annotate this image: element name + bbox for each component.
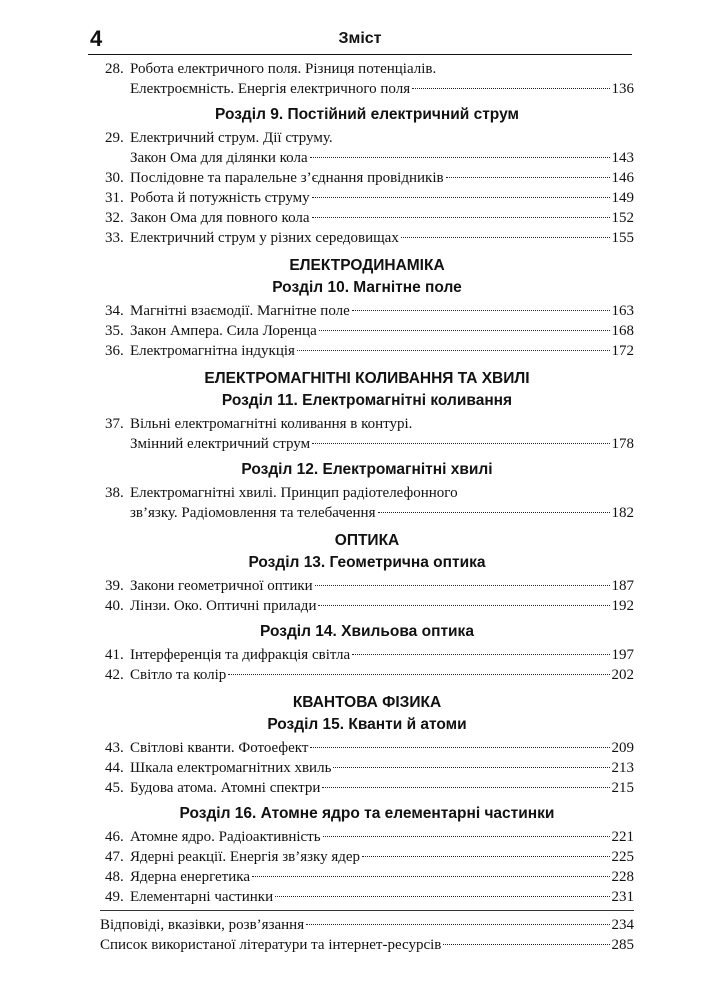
entry-title: Закони геометричної оптики (130, 578, 313, 594)
entry-title: Робота й потужність струму (130, 190, 310, 206)
section-heading: Розділ 16. Атомне ядро та елементарні частинки (179, 805, 555, 822)
entry-title: Електромагнітні хвилі. Принцип радіотелефонного (130, 485, 458, 501)
entry-number: 44. (105, 760, 124, 776)
part-heading: ЕЛЕКТРОДИНАМІКА (289, 257, 445, 274)
entry-title: зв’язку. Радіомовлення та телебачення (130, 505, 376, 521)
entry-title: Ядерна енергетика (130, 869, 250, 885)
dot-leader (443, 944, 609, 945)
entry-page-number: 221 (611, 829, 634, 845)
entry-title: Електромагнітна індукція (130, 343, 295, 359)
entry-page-number: 215 (611, 780, 634, 796)
dot-leader (310, 747, 609, 748)
entry-number: 34. (105, 303, 124, 319)
toc-entry[interactable] (100, 483, 634, 523)
page-number: 4 (90, 26, 103, 51)
dot-leader (306, 924, 609, 925)
section-heading: Розділ 9. Постійний електричний струм (215, 106, 519, 123)
entry-page-number: 149 (611, 190, 634, 206)
entry-title: Світлові кванти. Фотоефект (130, 740, 309, 756)
dot-leader (312, 443, 609, 444)
dot-leader (352, 310, 610, 311)
entry-title: Закон Ома для ділянки кола (130, 150, 308, 166)
entry-page-number: 136 (611, 81, 634, 97)
entry-number: 42. (105, 667, 124, 683)
entry-page-number: 202 (611, 667, 634, 683)
dot-leader (228, 674, 609, 675)
page-header (88, 24, 632, 55)
entry-page-number: 197 (611, 647, 634, 663)
entry-number: 28. (105, 61, 124, 77)
toc-entry[interactable] (100, 59, 634, 99)
entry-title: Змінний електричний струм (130, 436, 311, 452)
entry-title: Інтерференція та дифракція світла (130, 647, 351, 663)
toc-entry[interactable] (100, 168, 634, 188)
entry-title: Відповіді, вказівки, розв’язання (100, 917, 305, 933)
entry-page-number: 182 (611, 505, 634, 521)
section-heading: Розділ 10. Магнітне поле (272, 279, 462, 296)
section-heading: Розділ 12. Електромагнітні хвилі (241, 461, 493, 478)
part-heading: ЕЛЕКТРОМАГНІТНІ КОЛИВАННЯ ТА ХВИЛІ (204, 370, 530, 387)
entry-title: Електроємність. Енергія електричного поля (130, 81, 411, 97)
entry-title: Список використаної літератури та інтернет-ресурсів (100, 937, 442, 953)
entry-page-number: 234 (611, 917, 634, 933)
entry-page-number: 163 (611, 303, 634, 319)
toc-entry[interactable] (100, 847, 634, 867)
entry-page-number: 143 (611, 150, 634, 166)
entry-number: 47. (105, 849, 124, 865)
toc-entry[interactable] (100, 887, 634, 907)
entry-number: 31. (105, 190, 124, 206)
dot-leader (322, 787, 609, 788)
entry-number: 29. (105, 130, 124, 146)
toc-entry[interactable] (100, 341, 634, 361)
entry-number: 40. (105, 598, 124, 614)
section-heading: Розділ 11. Електромагнітні коливання (221, 392, 513, 409)
dot-leader (275, 896, 609, 897)
entry-number: 30. (105, 170, 124, 186)
back-matter-entry[interactable] (100, 935, 634, 955)
separator-line (100, 910, 634, 911)
entry-title: Електричний струм у різних середовищах (130, 230, 399, 246)
toc-entry[interactable] (100, 228, 634, 248)
entry-number: 45. (105, 780, 124, 796)
dot-leader (323, 836, 610, 837)
entry-title: Магнітні взаємодії. Магнітне поле (130, 303, 350, 319)
section-heading: Розділ 15. Кванти й атоми (267, 716, 467, 733)
toc-entry[interactable] (100, 778, 634, 798)
toc-entry[interactable] (100, 596, 634, 616)
entry-number: 38. (105, 485, 124, 501)
entry-title: Ядерні реакції. Енергія зв’язку ядер (130, 849, 361, 865)
toc-entry[interactable] (100, 827, 634, 847)
dot-leader (315, 585, 610, 586)
dot-leader (446, 177, 610, 178)
entry-title: Закон Ома для повного кола (130, 210, 310, 226)
toc-entry[interactable] (100, 738, 634, 758)
entry-number: 33. (105, 230, 124, 246)
toc-entry[interactable] (100, 645, 634, 665)
entry-title: Будова атома. Атомні спектри (130, 780, 321, 796)
entry-number: 39. (105, 578, 124, 594)
toc-entry[interactable] (100, 188, 634, 208)
table-of-contents (100, 59, 634, 955)
toc-entry[interactable] (100, 758, 634, 778)
toc-entry[interactable] (100, 665, 634, 685)
entry-page-number: 172 (611, 343, 634, 359)
entry-page-number: 213 (611, 760, 634, 776)
dot-leader (362, 856, 609, 857)
dot-leader (318, 605, 609, 606)
dot-leader (297, 350, 610, 351)
dot-leader (352, 654, 609, 655)
entry-page-number: 231 (611, 889, 634, 905)
toc-entry[interactable] (100, 301, 634, 321)
entry-title: Електричний струм. Дії струму. (130, 130, 333, 146)
entry-number: 49. (105, 889, 124, 905)
entry-title: Робота електричного поля. Різниця потенціалів. (130, 61, 437, 77)
dot-leader (333, 767, 609, 768)
entry-page-number: 187 (611, 578, 634, 594)
entry-number: 36. (105, 343, 124, 359)
part-heading: ОПТИКА (334, 532, 400, 549)
entry-number: 48. (105, 869, 124, 885)
dot-leader (310, 157, 610, 158)
entry-page-number: 228 (611, 869, 634, 885)
back-matter-entry[interactable] (100, 915, 634, 935)
toc-entry[interactable] (100, 867, 634, 887)
entry-page-number: 225 (611, 849, 634, 865)
entry-title: Закон Ампера. Сила Лоренца (130, 323, 317, 339)
dot-leader (312, 197, 610, 198)
toc-entry[interactable] (100, 128, 634, 168)
entry-page-number: 285 (611, 937, 634, 953)
toc-entry[interactable] (100, 576, 634, 596)
entry-number: 46. (105, 829, 124, 845)
toc-entry[interactable] (100, 414, 634, 454)
entry-number: 43. (105, 740, 124, 756)
entry-number: 35. (105, 323, 124, 339)
toc-entry[interactable] (100, 208, 634, 228)
entry-page-number: 192 (611, 598, 634, 614)
entry-page-number: 209 (611, 740, 634, 756)
entry-page-number: 168 (611, 323, 634, 339)
entry-title: Атомне ядро. Радіоактивність (130, 829, 321, 845)
entry-page-number: 152 (611, 210, 634, 226)
entry-title: Лінзи. Око. Оптичні прилади (130, 598, 317, 614)
entry-title: Послідовне та паралельне з’єднання провідників (130, 170, 444, 186)
dot-leader (401, 237, 610, 238)
toc-entry[interactable] (100, 321, 634, 341)
dot-leader (412, 88, 609, 89)
dot-leader (252, 876, 610, 877)
entry-title: Шкала електромагнітних хвиль (130, 760, 332, 776)
entry-page-number: 155 (611, 230, 634, 246)
part-heading: КВАНТОВА ФІЗИКА (292, 694, 442, 711)
entry-page-number: 146 (611, 170, 634, 186)
entry-title: Вільні електромагнітні коливання в контурі. (130, 416, 413, 432)
dot-leader (312, 217, 610, 218)
dot-leader (319, 330, 610, 331)
entry-number: 32. (105, 210, 124, 226)
entry-page-number: 178 (611, 436, 634, 452)
entry-title: Елементарні частинки (130, 889, 274, 905)
entry-title: Світло та колір (130, 667, 227, 683)
entry-number: 41. (105, 647, 124, 663)
section-heading: Розділ 13. Геометрична оптика (248, 554, 486, 571)
header-title: Зміст (338, 30, 382, 47)
section-heading: Розділ 14. Хвильова оптика (260, 623, 474, 640)
entry-number: 37. (105, 416, 124, 432)
dot-leader (378, 512, 610, 513)
